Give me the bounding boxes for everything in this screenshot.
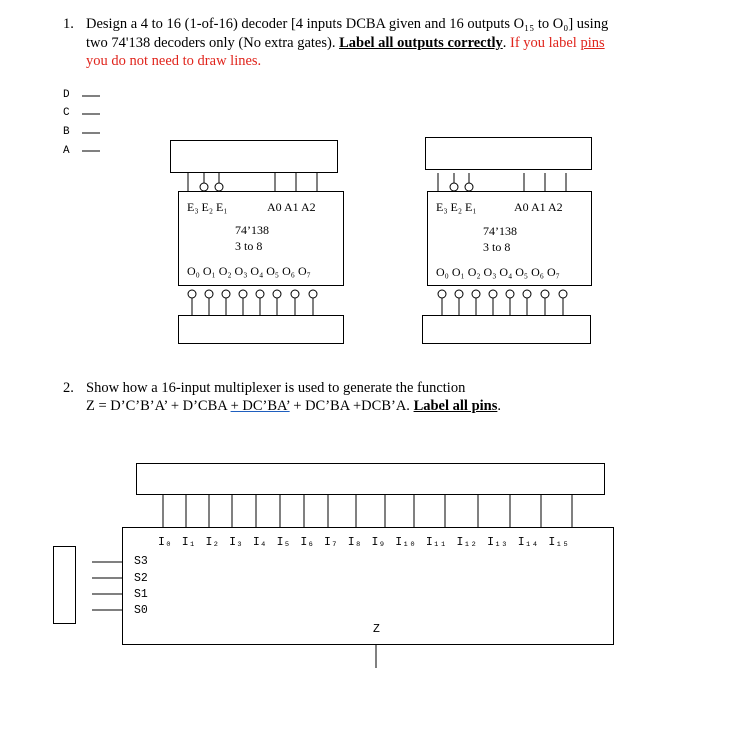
q2-line1: Show how a 16-input multiplexer is used to generate the function (86, 380, 466, 396)
mux-select-s1: S1 (134, 588, 148, 601)
mux-input-i10: I₁₀ (395, 536, 416, 549)
mux-input-i6: I₆ (300, 536, 315, 549)
right-decoder-enables: E₃ E₂ E₁ (436, 200, 477, 214)
mux-input-labels (158, 536, 569, 549)
input-label-a: A (63, 145, 70, 157)
left-decoder-part: 74’138 (235, 223, 269, 237)
mux-select-s3: S3 (134, 555, 148, 568)
q1-number: 1. (63, 16, 74, 32)
q2-function-part-a: Z = D’C’B’A’ + D’CBA (86, 398, 231, 414)
mux-select-box[interactable] (53, 546, 76, 624)
mux-input-i12: I₁₂ (456, 536, 478, 549)
input-label-b: B (63, 126, 70, 138)
mux-input-i14: I₁₄ (517, 536, 539, 549)
left-decoder-outputs: O₀ O₁ O₂ O₃ O₄ O₅ O₆ O₇ (187, 264, 311, 278)
q2-function-part-b: + DC’BA’ (230, 398, 290, 414)
right-decoder-desc: 3 to 8 (483, 240, 511, 254)
mux-input-i3: I₃ (229, 536, 243, 549)
q1-emphasis: Label all outputs correctly (339, 35, 503, 51)
mux-input-box[interactable] (136, 463, 605, 495)
mux-input-i4: I₄ (252, 536, 267, 549)
mux-input-i15: I₁₅ (548, 536, 570, 549)
mux-input-i7: I₇ (324, 536, 338, 549)
left-decoder-enables: E₃ E₂ E₁ (187, 200, 228, 214)
mux-input-i13: I₁₃ (487, 536, 508, 549)
input-label-c: C (63, 107, 70, 119)
q2-emphasis-dot: . (497, 398, 501, 414)
mux-input-i2: I₂ (205, 536, 220, 549)
left-output-box[interactable] (178, 315, 344, 344)
q2-number: 2. (63, 380, 74, 396)
right-decoder-part: 74’138 (483, 224, 517, 238)
right-output-box[interactable] (422, 315, 591, 344)
q1-line1: Design a 4 to 16 (1-of-16) decoder [4 inputs DCBA given and 16 outputs O₁₅ to O₀] using (86, 16, 609, 32)
mux-output-z: Z (373, 623, 380, 636)
mux-select-s0: S0 (134, 604, 148, 617)
left-decoder-address: A0 A1 A2 (267, 200, 316, 214)
q1-emphasis-dot: . (502, 35, 507, 51)
mux-input-i0: I₀ (158, 536, 172, 549)
mux-input-i9: I₉ (371, 536, 386, 549)
right-decoder-74138 (427, 191, 592, 286)
mux-input-i1: I₁ (181, 536, 196, 549)
q2-function (86, 398, 501, 415)
left-decoder-desc: 3 to 8 (235, 239, 263, 253)
left-enable-box[interactable] (170, 140, 338, 173)
mux-input-i11: I₁₁ (425, 536, 447, 549)
left-decoder-74138 (178, 191, 344, 286)
mux-input-i8: I₈ (347, 536, 362, 549)
q2-emphasis: Label all pins (413, 398, 498, 414)
input-label-d: D (63, 89, 70, 101)
right-enable-box[interactable] (425, 137, 592, 170)
q2-function-part-c: + DC’BA +DCB’A. (289, 398, 414, 414)
right-decoder-outputs: O₀ O₁ O₂ O₃ O₄ O₅ O₆ O₇ (436, 265, 560, 279)
q1-line2-text: two 74'138 decoders only (No extra gates). (86, 35, 340, 51)
right-decoder-address: A0 A1 A2 (514, 200, 563, 214)
mux-input-i5: I₅ (276, 536, 291, 549)
q1-red-note: If you label (506, 35, 581, 51)
q1-line3: you do not need to draw lines. (86, 53, 262, 69)
q1-red-pins: pins (580, 35, 605, 51)
mux-select-s2: S2 (134, 572, 148, 585)
multiplexer-16-to-1 (122, 527, 614, 645)
